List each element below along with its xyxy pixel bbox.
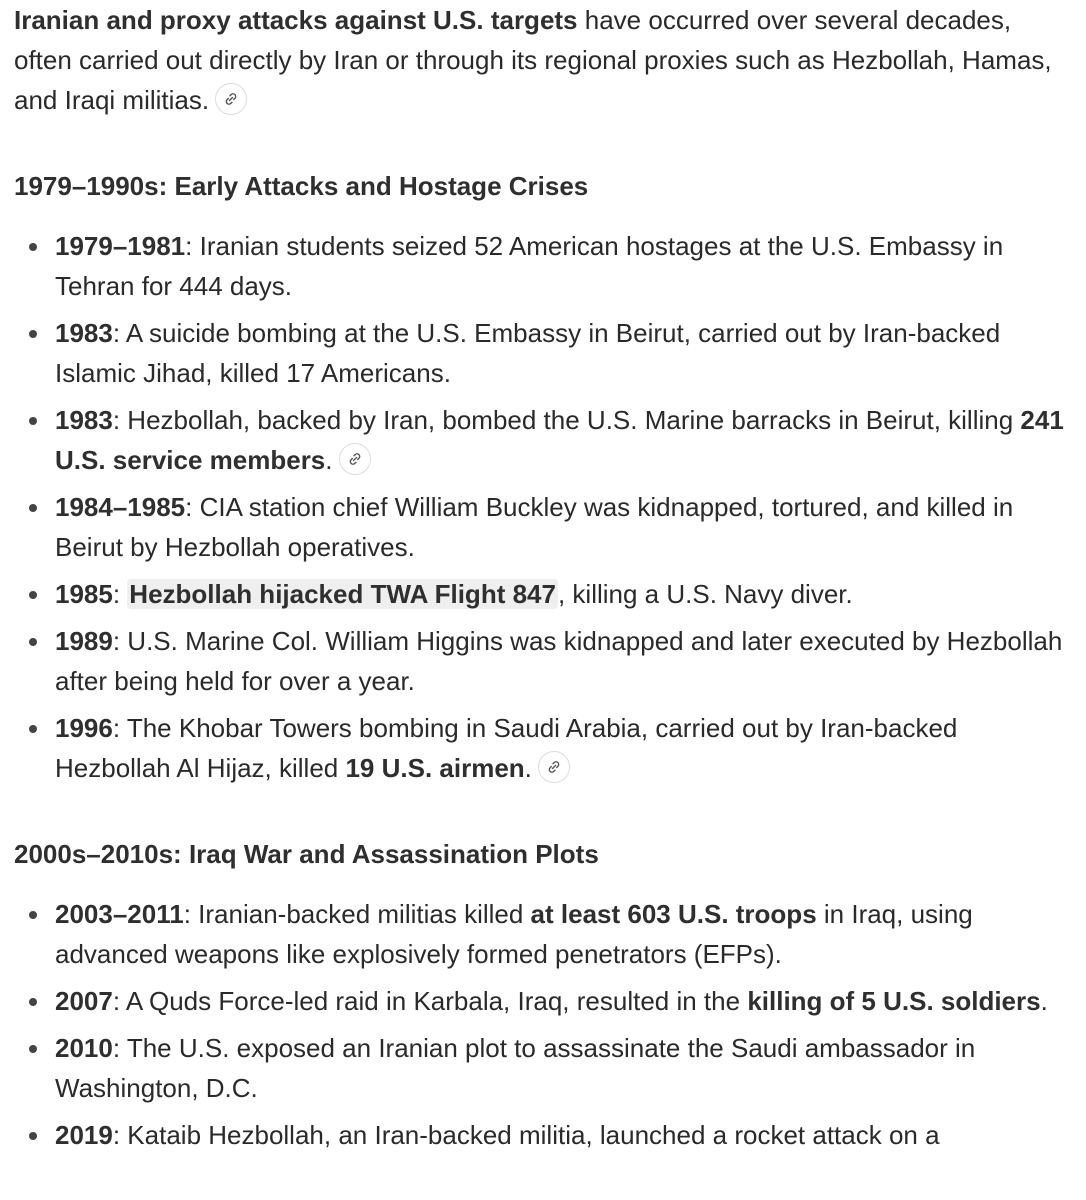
item-sep: : — [112, 1033, 121, 1063]
item-tail: in Iraq, using advanced weapons like explosively formed penetrators (EFPs). — [55, 899, 973, 969]
item-sep: : — [112, 626, 121, 656]
item-bold: 19 U.S. airmen — [345, 753, 525, 783]
item-text: CIA station chief William Buckley was kidnapped, tortured, and killed in Beirut by Hezbollah operatives. — [55, 492, 1014, 562]
section-title: 1979–1990s: Early Attacks and Hostage Crises — [14, 171, 589, 201]
item-text: Iranian-backed militias killed — [190, 899, 531, 929]
item-text: Iranian students seized 52 American hostages at the U.S. Embassy in Tehran for 444 days. — [55, 231, 1004, 301]
list-item — [14, 981, 1070, 1021]
source-link-button[interactable] — [538, 751, 570, 783]
item-tail: . — [325, 445, 333, 475]
item-year: 2003–2011 — [55, 899, 184, 929]
list-item — [14, 1115, 1070, 1155]
timeline-list — [14, 226, 1070, 788]
item-year: 1983 — [55, 318, 113, 348]
item-bold: at least 603 U.S. troops — [530, 899, 817, 929]
item-sep: : — [112, 405, 121, 435]
list-item — [14, 621, 1070, 701]
item-year: 2007 — [55, 986, 113, 1016]
list-item — [14, 574, 1070, 614]
item-text: U.S. Marine Col. William Higgins was kidnapped and later executed by Hezbollah after being held for over a year. — [55, 626, 1063, 696]
item-text: A suicide bombing at the U.S. Embassy in Beirut, carried out by Iran-backed Islamic Jihad, killed 17 Americans. — [55, 318, 1001, 388]
item-sep: : — [112, 713, 121, 743]
bullet — [29, 638, 37, 646]
bullet — [29, 243, 37, 251]
timeline-list — [14, 894, 1070, 1155]
bullet — [29, 591, 37, 599]
list-item — [14, 313, 1070, 393]
item-bold: 241 U.S. service members — [55, 405, 1064, 475]
item-tail: . — [524, 753, 532, 783]
intro-text: have occurred over several decades, often carried out directly by Iran or through its regional proxies such as Hezbollah, Hamas, and Iraqi militias. — [14, 5, 1052, 115]
item-year: 1983 — [55, 405, 113, 435]
bullet — [29, 504, 37, 512]
bullet — [29, 998, 37, 1006]
intro-bold: Iranian and proxy attacks against U.S. targets — [14, 5, 578, 35]
bullet — [29, 911, 37, 919]
item-text: Hezbollah, backed by Iran, bombed the U.S. Marine barracks in Beirut, killing — [120, 405, 1021, 435]
item-tail: . — [1040, 986, 1048, 1016]
item-sep: : — [183, 899, 191, 929]
item-sep: : — [185, 492, 193, 522]
item-text: The Khobar Towers bombing in Saudi Arabia, carried out by Iran-backed Hezbollah Al Hijaz, killed — [55, 713, 958, 783]
item-text: Kataib Hezbollah, an Iran-backed militia, launched a rocket attack on a — [120, 1120, 940, 1150]
bullet — [29, 725, 37, 733]
source-link-button[interactable] — [339, 443, 371, 475]
item-sep: : — [112, 986, 121, 1016]
item-sep: : — [112, 579, 128, 609]
list-item — [14, 487, 1070, 567]
bullet — [29, 1132, 37, 1140]
link-icon — [546, 759, 562, 775]
list-item — [14, 400, 1070, 480]
item-sep: : — [185, 231, 193, 261]
item-text: The U.S. exposed an Iranian plot to assassinate the Saudi ambassador in Washington, D.C. — [55, 1033, 976, 1103]
item-year: 1984–1985 — [55, 492, 186, 522]
item-sep: : — [112, 318, 121, 348]
item-year: 1996 — [55, 713, 113, 743]
item-text: , killing a U.S. Navy diver. — [557, 579, 853, 609]
item-year: 1989 — [55, 626, 113, 656]
item-year: 2019 — [55, 1120, 113, 1150]
section-title: 2000s–2010s: Iraq War and Assassination Plots — [14, 839, 599, 869]
link-icon — [223, 91, 239, 107]
bullet — [29, 417, 37, 425]
item-year: 1979–1981 — [55, 231, 186, 261]
item-year: 2010 — [55, 1033, 113, 1063]
bullet — [29, 1045, 37, 1053]
item-text: A Quds Force-led raid in Karbala, Iraq, resulted in the — [120, 986, 748, 1016]
list-item — [14, 894, 1070, 974]
source-link-button[interactable] — [215, 83, 247, 115]
link-icon — [347, 451, 363, 467]
item-sep: : — [112, 1120, 121, 1150]
list-item — [14, 708, 1070, 788]
intro-paragraph — [14, 0, 1070, 120]
list-item — [14, 1028, 1070, 1108]
item-bold: killing of 5 U.S. soldiers — [747, 986, 1041, 1016]
item-year: 1985 — [55, 579, 113, 609]
highlighted-link[interactable]: Hezbollah hijacked TWA Flight 847 — [129, 579, 556, 609]
list-item — [14, 226, 1070, 306]
bullet — [29, 330, 37, 338]
